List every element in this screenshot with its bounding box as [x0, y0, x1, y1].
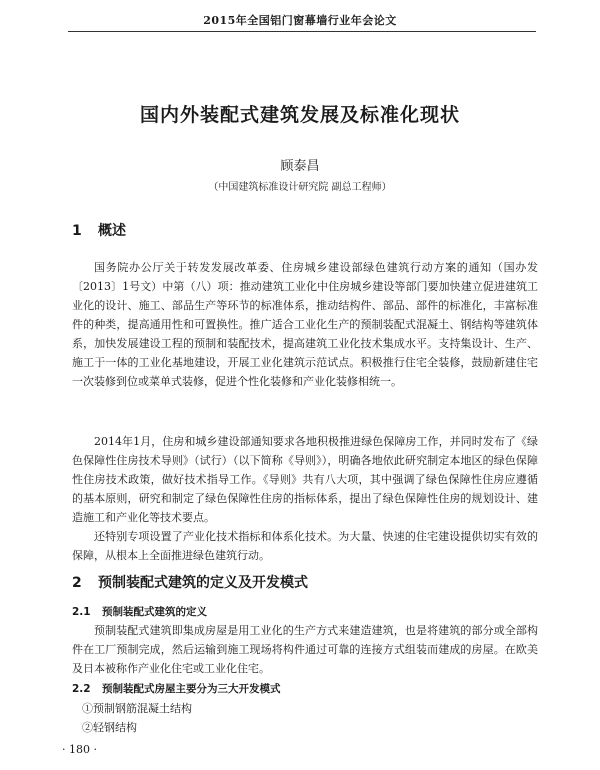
section-1-heading — [72, 220, 126, 240]
page-number: · 180 · — [62, 743, 97, 756]
section-number: 2 — [72, 575, 82, 591]
subsection-2-2-heading — [72, 681, 281, 696]
subsection-title: 预制装配式房屋主要分为三大开发模式 — [102, 683, 281, 695]
section-1-paragraph-3: 还特别专项设置了产业化技术指标和体系化技术。为大量、快速的住宅建设提供切实有效的保障，从根本上全面推进绿色建筑行动。 — [72, 530, 538, 562]
section-1-paragraph-1: 国务院办公厅关于转发发展改革委、住房城乡建设部绿色建筑行动方案的通知（国办发〔2013〕1号文）中第（八）项：推动建筑工业化中住房城乡建设等部门要加快建立促进建筑工业化的设计、施工、部品生产等环节的标准体系，推动结构件、部品、部件的标准化，丰富标准件的种类，提高通用性和可置换性。推广适合工业化生产的预制装配式混凝土、钢结构等建筑体系，加快发展建设工程的预制和装配技术，提高建筑工业化技术集成水平。支持集设计、生产、施工于一体的工业化基地建设，开展工业化建筑示范试点。积极推行住宅全装修，鼓励新建住宅一次装修到位或菜单式装修，促进个性化装修和产业化装修相统一。 — [72, 261, 538, 388]
author-affiliation: （中国建筑标准设计研究院 副总工程师） — [208, 182, 392, 193]
subsection-title: 预制装配式建筑的定义 — [102, 606, 207, 618]
section-title: 概述 — [98, 223, 126, 239]
list-item: ①预制钢筋混凝土结构 — [82, 702, 192, 715]
section-2-heading — [72, 572, 308, 592]
list-item: ②轻钢结构 — [82, 721, 137, 734]
section-1-paragraph-2: 2014年1月，住房和城乡建设部通知要求各地积极推进绿色保障房工作，并同时发布了《绿色保障性住房技术导则》（试行）（以下简称《导则》），明确各地依此研究制定本地区的绿色保障性住房技术政策，做好技术指导工作。《导则》共有八大项，其中强调了绿色保障性住房应遵循的基本原则，研究和制定了绿色保障性住房的指标体系，提出了绿色保障性住房的规划设计、建造施工和产业化等技术要点。 — [72, 435, 538, 524]
author-name: 顾泰昌 — [280, 159, 320, 174]
subsection-number: 2.2 — [72, 683, 91, 695]
subsection-2-1-heading — [72, 604, 207, 619]
paper-title: 国内外装配式建筑发展及标准化现状 — [139, 104, 460, 126]
running-head: 2015年全国铝门窗幕墙行业年会论文 — [203, 14, 397, 27]
header-rule — [68, 31, 536, 32]
subsection-2-1-paragraph: 预制装配式建筑即集成房屋是用工业化的生产方式来建造建筑，也是将建筑的部分或全部构件在工厂预制完成，然后运输到施工现场将构件通过可靠的连接方式组装而建成的房屋。在欧美及日本被称作产业化住宅或工业化住宅。 — [72, 624, 538, 675]
section-title: 预制装配式建筑的定义及开发模式 — [98, 575, 308, 591]
section-number: 1 — [72, 223, 82, 239]
subsection-number: 2.1 — [72, 606, 91, 618]
